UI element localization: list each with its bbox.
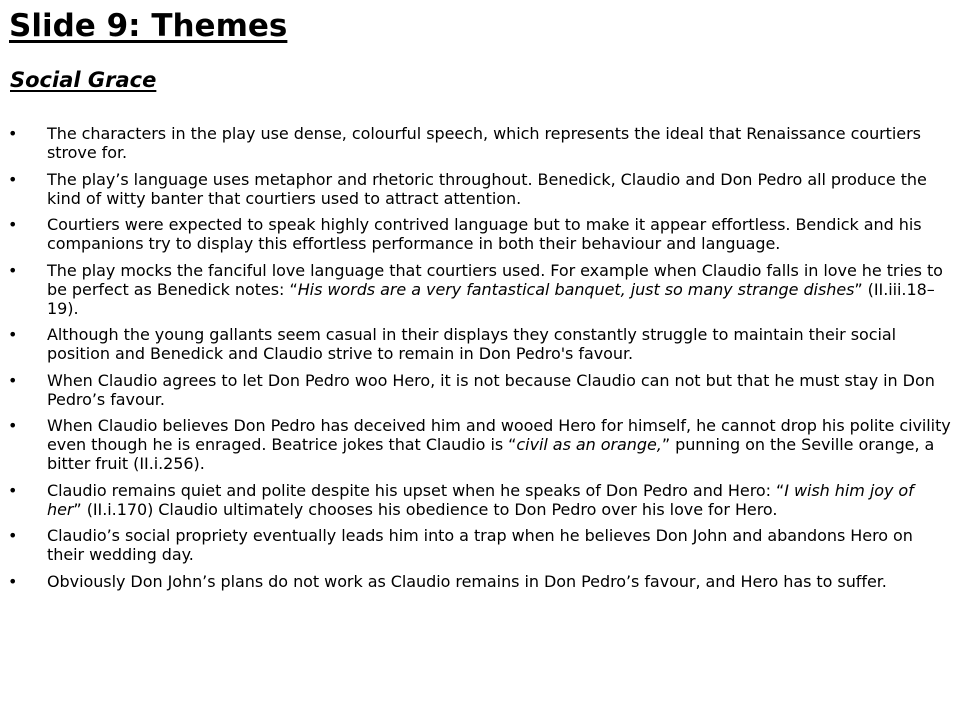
bullet-text: Claudio’s social propriety eventually leads him into a trap when he believes Don John and abandons Hero on their wedding day. <box>47 526 913 564</box>
slide-title: Slide 9: Themes <box>9 8 288 44</box>
bullet-text: Claudio remains quiet and polite despite his upset when he speaks of Don Pedro and Hero: “ <box>47 480 785 500</box>
bullet-item <box>47 572 952 591</box>
bullet-item <box>47 124 952 162</box>
bullet-text: Although the young gallants seem casual in their displays they constantly struggle to maintain their social position and Benedick and Claudio strive to remain in Don Pedro's favour. <box>47 325 897 363</box>
bullet-text: ” punning on the Seville orange, a bitter fruit (II.i.256). <box>47 435 935 473</box>
bullet-item <box>47 481 952 519</box>
bullet-item <box>47 261 952 318</box>
bullet-text: ” (II.iii.18–19). <box>47 279 935 318</box>
bullet-text: When Claudio agrees to let Don Pedro woo Hero, it is not because Claudio can not but that he must stay in Don Pedro’s favour. <box>47 370 935 409</box>
bullet-text: The play’s language uses metaphor and rhetoric throughout. Benedick, Claudio and Don Pedro all produce the kind of witty banter that courtiers used to attract attention. <box>47 169 927 208</box>
bullet-quote-text: His words are a very fantastical banquet, just so many strange dishes <box>297 279 855 299</box>
bullet-text: Obviously Don John’s plans do not work as Claudio remains in Don Pedro’s favour, and Hero has to suffer. <box>47 571 887 591</box>
bullet-text: The play mocks the fanciful love language that courtiers used. For example when Claudio falls in love he tries to be perfect as Benedick notes: “ <box>47 260 943 299</box>
bullet-item <box>47 325 952 363</box>
bullet-item <box>47 416 952 473</box>
bullet-item <box>47 526 952 564</box>
bullet-text: ” (II.i.170) Claudio ultimately chooses his obedience to Don Pedro over his love for Hero. <box>73 499 778 519</box>
bullet-item <box>47 371 952 409</box>
bullet-item <box>47 170 952 208</box>
bullet-item <box>47 215 952 253</box>
bullet-list <box>47 124 952 598</box>
bullet-text: The characters in the play use dense, colourful speech, which represents the ideal that Renaissance courtiers strove for. <box>47 124 921 162</box>
bullet-text: When Claudio believes Don Pedro has deceived him and wooed Hero for himself, he cannot drop his polite civility even though he is enraged. Beatrice jokes that Claudio is “ <box>47 416 951 454</box>
bullet-quote-text: I wish him joy of her <box>47 480 914 519</box>
bullet-text: Courtiers were expected to speak highly contrived language but to make it appear effortless. Bendick and his companions try to display this effortless performance in both their behaviour and language. <box>47 215 922 253</box>
section-subtitle: Social Grace <box>10 68 157 92</box>
bullet-quote-text: civil as an orange, <box>516 435 662 454</box>
